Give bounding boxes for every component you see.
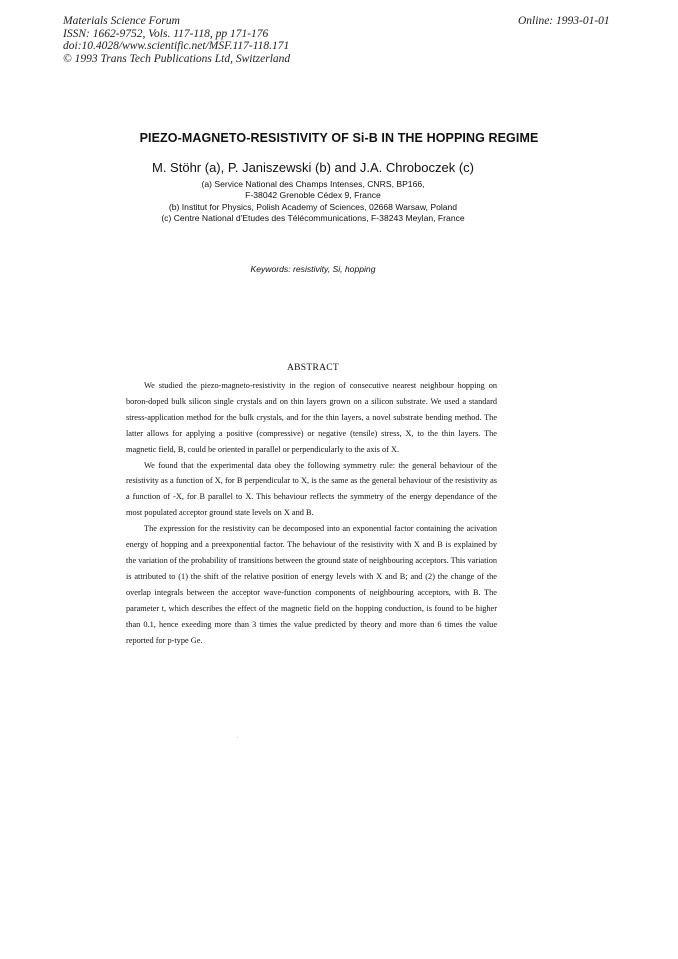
paper-title: PIEZO-MAGNETO-RESISTIVITY OF Si-B IN THE HOPPING REGIME	[139, 131, 539, 145]
abstract-heading: ABSTRACT	[286, 363, 340, 373]
affiliation-b: (b) Institut for Physics, Polish Academy of Sciences, 02668 Warsaw, Poland	[168, 201, 458, 212]
affiliation-list	[0, 179, 626, 225]
copyright-line: © 1993 Trans Tech Publications Ltd, Switzerland	[63, 52, 291, 65]
issn-line: ISSN: 1662-9752, Vols. 117-118, pp 171-176	[63, 27, 269, 40]
abstract-body	[126, 378, 497, 648]
affiliation-a-line-1: (a) Service National des Champs Intenses, CNRS, BP166,	[201, 179, 425, 189]
abstract-paragraph-3: The expression for the resistivity can be decomposed into an exponential factor containing the acivation energy of hopping and a preexponential factor. The behaviour of the resistivity with X and B is explained by the variation of the probability of transitions between the ground state of neighbouring acceptors. This variation is attributed to (1) the shift of the relative position of energy levels with X and B; and (2) the change of the overlap integrals between the acceptor wave-function components of neighbouring acceptors, with B. The parameter t, which describes the effect of the magnetic field on the hopping conduction, is found to be higher than 0.1, hence exeeding more than 3 times the value predicted by theory and more than 6 times the value reported for p-type Ge.	[126, 524, 497, 645]
journal-name: Materials Science Forum	[63, 15, 180, 27]
affiliation-a-line-2: F-38042 Grenoble Cédex 9, France	[245, 190, 381, 201]
online-date: Online: 1993-01-01	[518, 15, 610, 27]
abstract-paragraph-1: We studied the piezo-magneto-resistivity in the region of consecutive nearest neighbour hopping on boron-doped bulk silicon single crystals and on thin layers grown on a silicon substrate. We used a standard stress-application method for the bulk crystals, and for the thin layers, a novel substrate bending method. The latter allows for applying a positive (compressive) or negative (tensile) stress, X, to the thin layers. The magnetic field, B, could be oriented in parallel or perpendicularly to the axis of X.	[126, 381, 497, 454]
keywords: Keywords: resistivity, Si, hopping	[250, 264, 376, 274]
scan-speck	[237, 737, 238, 738]
abstract-paragraph-2: We found that the experimental data obey the following symmetry rule: the general behaviour of the resistivity as a function of X, for B perpendicular to X, is the same as the general behaviour of the resistivity as a function of -X, for B parallel to X. This behaviour reflects the symmetry of the energy dependance of the most populated acceptor ground state levels on X and B.	[126, 460, 497, 518]
author-list: M. Stöhr (a), P. Janiszewski (b) and J.A. Chroboczek (c)	[152, 160, 474, 175]
affiliation-c: (c) Centre National d'Etudes des Télécommunications, F-38243 Meylan, France	[161, 213, 465, 224]
doi-line: doi:10.4028/www.scientific.net/MSF.117-118.171	[63, 40, 290, 52]
journal-header	[63, 15, 290, 65]
